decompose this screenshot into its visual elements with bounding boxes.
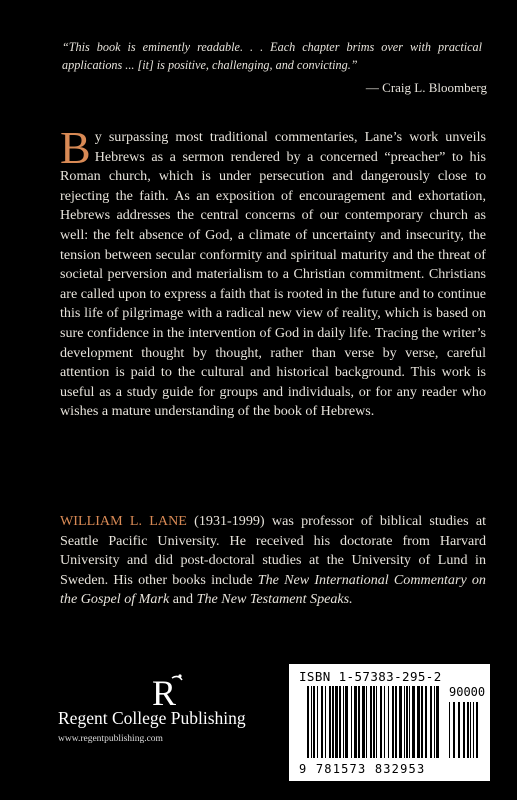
author-bio-text-1: (1931-1999) was professor of biblical studies at Seattle Pacific University. He received his doctorate from Harvard University and did post-doctoral studies at the University of Lund in Sweden. His other books include: [60, 513, 487, 588]
endorsement-quote: “This book is eminently readable. . . Each chapter brims over with practical applications ... [it] is positive, challenging, and convicting.”: [62, 40, 482, 72]
description-text: y surpassing most traditional commentaries, Lane’s work unveils Hebrews as a sermon rendered by a concerned “preacher” to his Roman church, which is under persecution and dangerously close to rejecting the faith. As an exposition of encouragement and exhortation, Hebrews addresses the central concerns of our contemporary church as well: the felt absence of God, a climate of uncertainty and insecurity, the tension between secular conformity and spiritual maturity and the threat of societal perversion and materialism to a Christian commitment. Christians are called upon to express a faith that is rooted in the future and to continue this life of pilgrimage with a radical new view of reality, which is based on sure confidence in the intervention of God in daily life. Tracing the writer’s development thought by thought, rather than verse by verse, careful attention is paid to the cultural and historical background. This work is useful as a study guide for groups and individuals, or for any reader who wishes a mature understanding of the book of Hebrews.: [60, 129, 486, 420]
author-bio-text-2: and: [169, 591, 197, 608]
price-code: 90000: [449, 685, 486, 699]
drop-cap: B: [60, 122, 91, 173]
isbn-barcode: [289, 664, 490, 781]
regent-r-logo-icon: [146, 672, 186, 712]
author-book-1: The New International Commentary on the Gospel of Mark: [60, 571, 486, 608]
quote-attribution: — Craig L. Bloomberg: [365, 80, 487, 95]
isbn-label: ISBN 1-57383-295-2: [299, 669, 442, 684]
author-name: WILLIAM L. LANE: [60, 513, 187, 529]
svg-text:R: R: [152, 673, 177, 712]
publisher-name: Regent College Publishing: [58, 708, 246, 728]
ean-number: 9 781573 832953: [299, 762, 426, 776]
publisher-url: www.regentpublishing.com: [58, 734, 163, 744]
author-bio: [60, 512, 486, 610]
author-book-2: The New Testament Speaks.: [196, 591, 353, 608]
book-description: [60, 122, 486, 422]
